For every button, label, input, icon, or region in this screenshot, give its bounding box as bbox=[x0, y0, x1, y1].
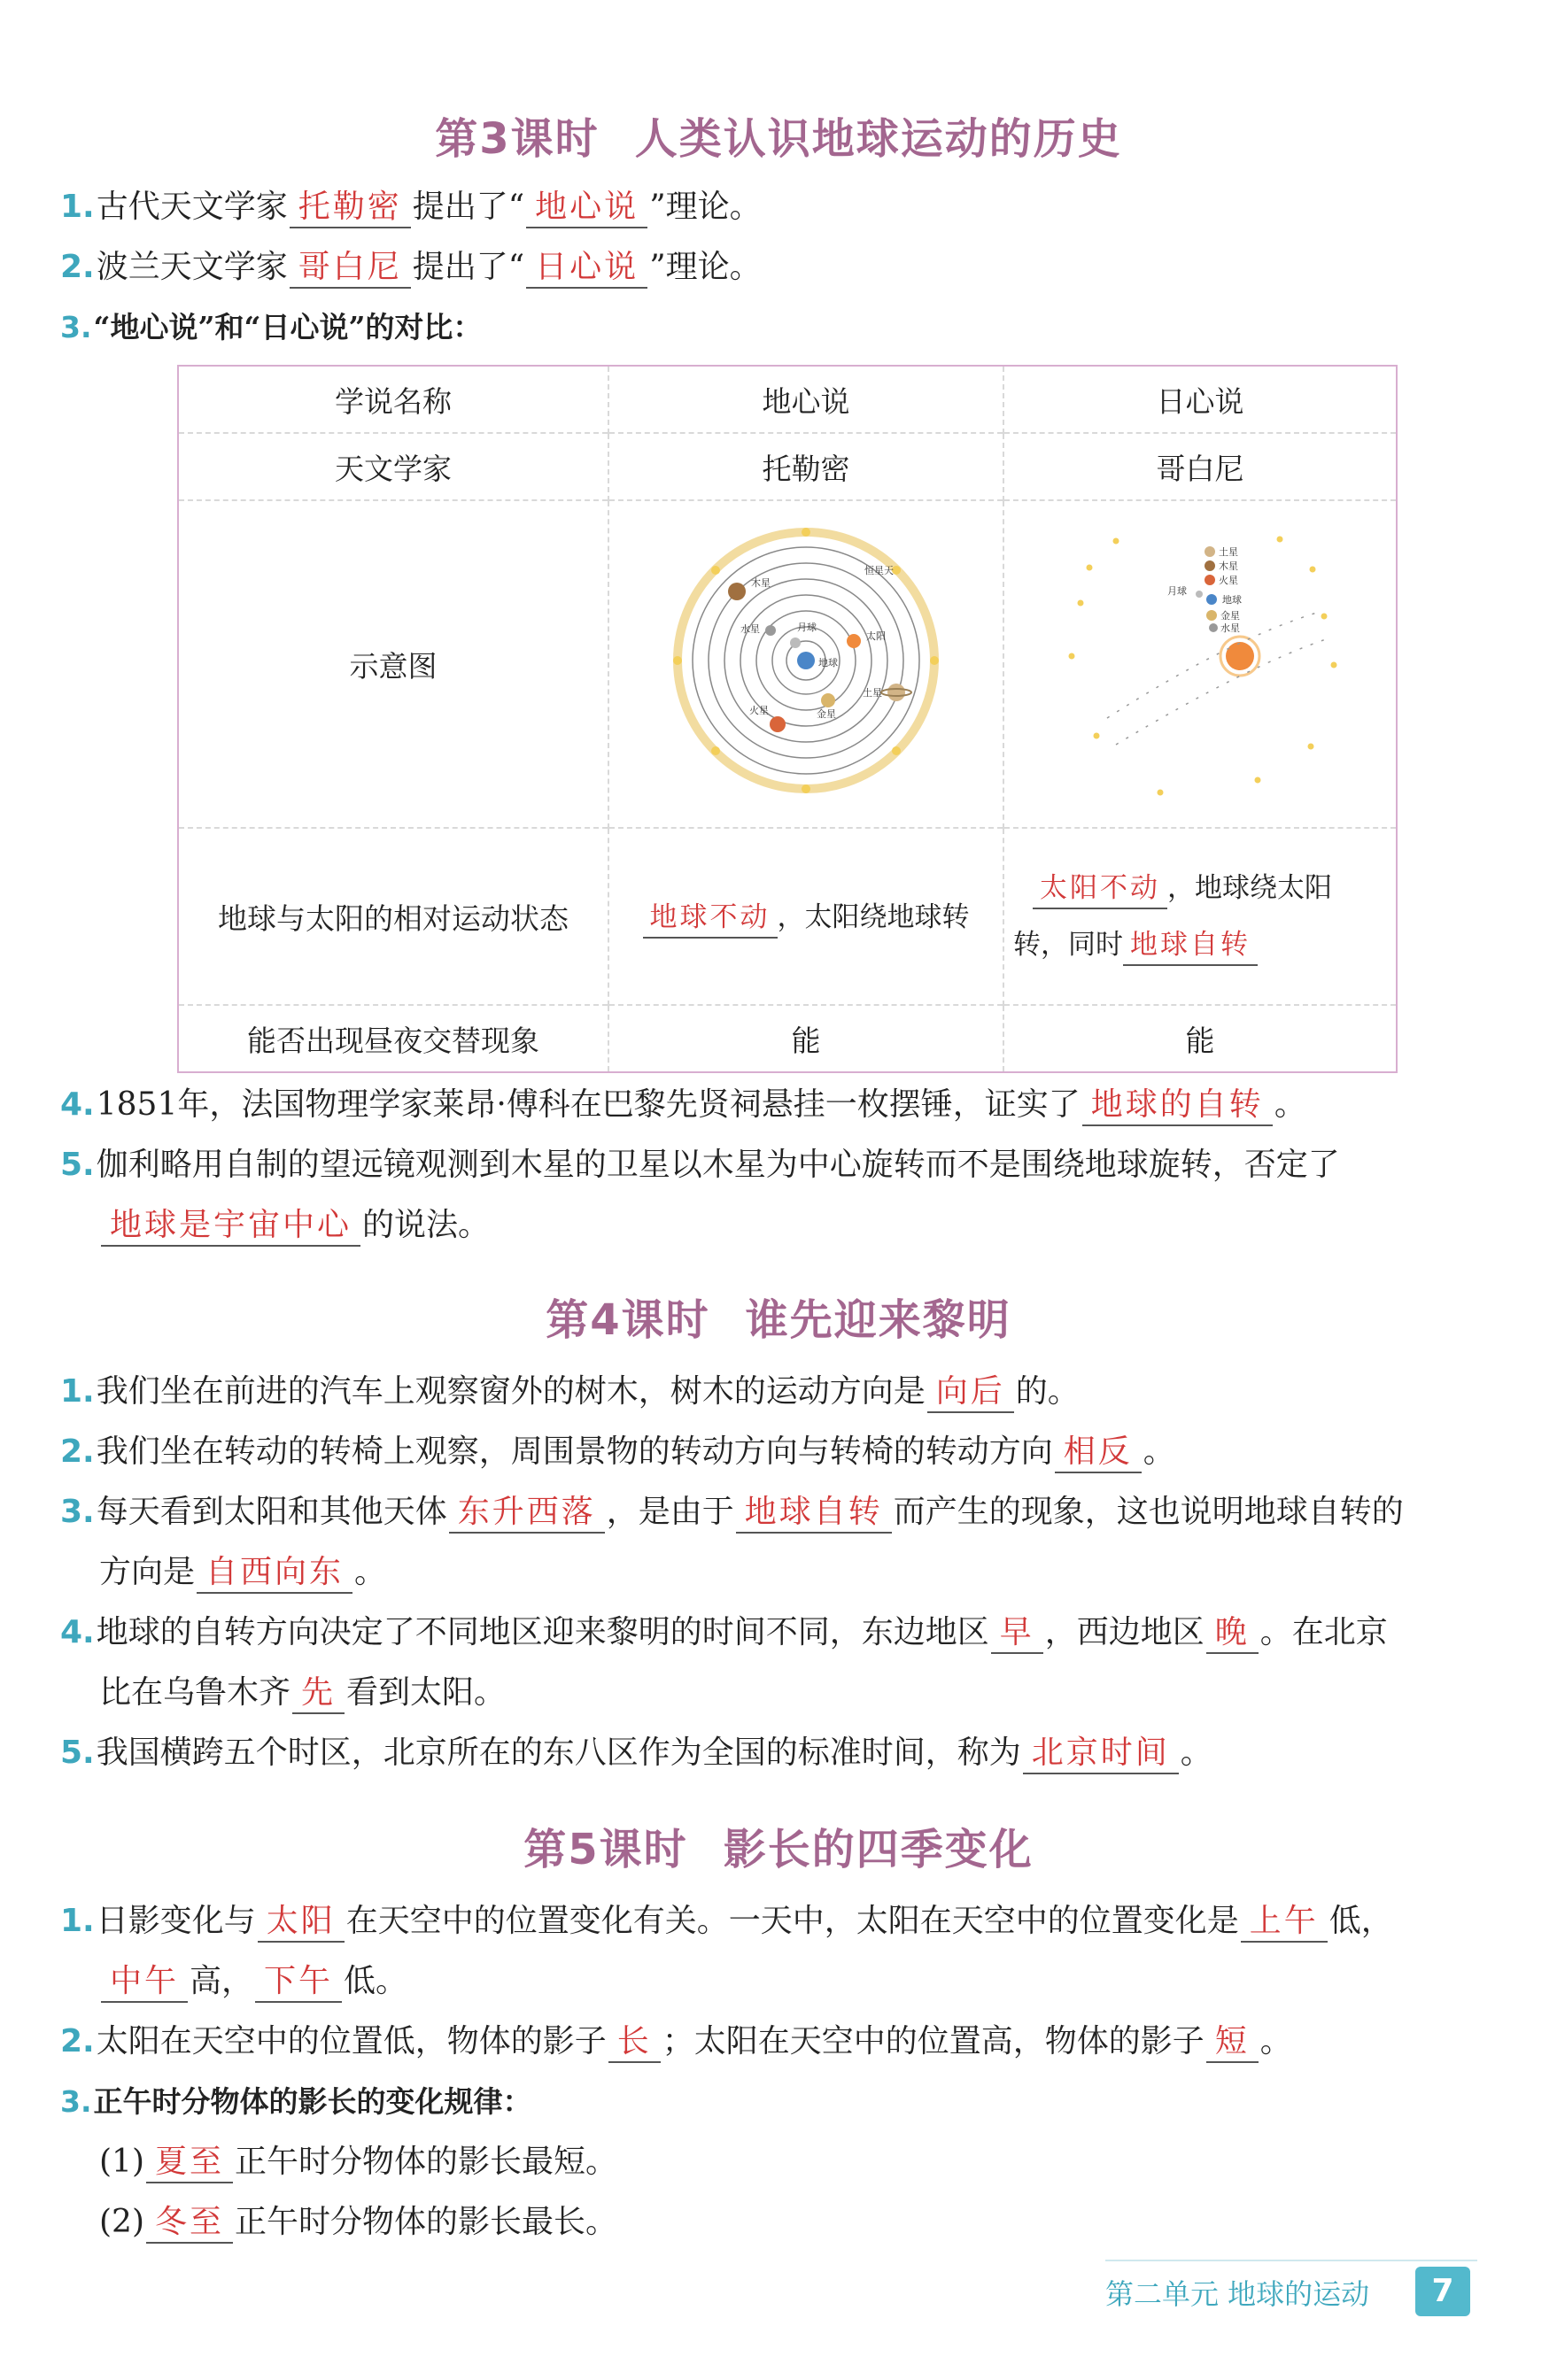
lesson4-q3-cont bbox=[99, 1549, 1534, 1596]
sun-icon bbox=[1226, 642, 1254, 670]
label-jupiter: 木星 bbox=[751, 577, 771, 589]
question-text: ”理论。 bbox=[649, 189, 762, 225]
answer-blank: 地球自转 bbox=[1123, 925, 1258, 966]
lesson5-title-text: 影长的四季变化 bbox=[723, 1825, 1034, 1874]
lesson3-title-text: 人类认识地球运动的历史 bbox=[634, 114, 1122, 164]
question-text: 伽利略用自制的望远镜观测到木星的卫星以木星为中心旋转而不是围绕地球旋转，否定了 bbox=[96, 1147, 1340, 1183]
question-number: 1. bbox=[60, 189, 95, 225]
table-cell: 示意图 bbox=[178, 500, 608, 828]
lesson5-s1 bbox=[99, 2139, 1534, 2185]
geocentric-diagram-cell bbox=[608, 500, 1003, 828]
table-cell: 哥白尼 bbox=[1003, 433, 1397, 500]
question-text: ”理论。 bbox=[649, 249, 762, 285]
table-header: 学说名称 bbox=[335, 383, 452, 419]
lesson3-title-number: 第3课时 bbox=[435, 114, 600, 164]
lesson5-q2 bbox=[60, 2019, 1495, 2065]
star-dot bbox=[711, 566, 720, 575]
answer-blank: 相反 bbox=[1055, 1433, 1142, 1473]
question-text: 而产生的现象，这也说明地球自转的 bbox=[893, 1494, 1404, 1530]
question-text: 低。 bbox=[344, 1963, 408, 1999]
question-text: 比在乌鲁木齐 bbox=[99, 1674, 291, 1711]
venus-icon bbox=[821, 693, 835, 707]
question-text: 我们坐在前进的汽车上观察窗外的树木，树木的运动方向是 bbox=[96, 1373, 926, 1410]
lesson4-title-number: 第4课时 bbox=[546, 1295, 710, 1345]
question-text: 。 bbox=[354, 1554, 387, 1590]
earth-icon bbox=[1206, 594, 1217, 605]
question-number: 5. bbox=[60, 1735, 95, 1771]
answer-blank: 晚 bbox=[1206, 1613, 1259, 1654]
table-cell: 能 bbox=[608, 1005, 1003, 1072]
answer-blank: 短 bbox=[1206, 2022, 1259, 2063]
lesson5-title bbox=[0, 1815, 1557, 1876]
table-row bbox=[178, 1005, 1397, 1072]
jupiter-icon bbox=[1205, 560, 1215, 571]
lesson3-title bbox=[0, 104, 1557, 166]
mercury-icon bbox=[765, 625, 776, 636]
footer-unit-title: 第二单元 地球的运动 bbox=[1105, 2277, 1370, 2311]
question-text: ，是由于 bbox=[606, 1494, 734, 1530]
lesson3-q3 bbox=[60, 305, 1495, 351]
mars-icon bbox=[1205, 575, 1215, 585]
label-venus: 金星 bbox=[1220, 610, 1240, 622]
label-mars: 火星 bbox=[1219, 575, 1238, 586]
answer-blank: 地球不动 bbox=[643, 898, 778, 939]
lesson4-q4-cont bbox=[99, 1670, 1534, 1716]
answer-blank: 北京时间 bbox=[1023, 1734, 1179, 1774]
lesson3-q5-cont bbox=[99, 1202, 1534, 1248]
question-number: 2. bbox=[60, 249, 95, 285]
sub-number: (1) bbox=[99, 2144, 144, 2180]
lesson3-q4 bbox=[60, 1082, 1495, 1128]
question-text: ，西边地区 bbox=[1044, 1614, 1205, 1650]
question-text: 古代天文学家 bbox=[96, 189, 288, 225]
label-earth: 地球 bbox=[818, 657, 838, 668]
cell-text: 转，同时 bbox=[1013, 929, 1123, 961]
moon-icon bbox=[790, 638, 801, 648]
question-text: 正午时分物体的影长最短。 bbox=[235, 2144, 618, 2180]
question-text: 。 bbox=[1143, 1433, 1175, 1470]
question-text: 我们坐在转动的转椅上观察，周围景物的转动方向与转椅的转动方向 bbox=[96, 1433, 1053, 1470]
answer-blank: 上午 bbox=[1241, 1902, 1328, 1943]
question-text: 看到太阳。 bbox=[346, 1674, 507, 1711]
question-text: 的。 bbox=[1015, 1373, 1080, 1410]
lesson3-q1 bbox=[60, 184, 1495, 230]
label-mars: 火星 bbox=[749, 705, 769, 716]
table-row bbox=[178, 366, 1397, 433]
lesson5-q1 bbox=[60, 1898, 1495, 1944]
lesson4-q2 bbox=[60, 1429, 1495, 1475]
answer-blank: 下午 bbox=[255, 1962, 342, 2003]
lesson4-q3 bbox=[60, 1489, 1495, 1535]
answer-blank: 自西向东 bbox=[197, 1553, 352, 1594]
question-number: 2. bbox=[60, 2023, 95, 2059]
lesson5-s2 bbox=[99, 2199, 1534, 2245]
label-moon: 月球 bbox=[1167, 585, 1187, 597]
question-text: 1851年，法国物理学家莱昂·傅科在巴黎先贤祠悬挂一枚摆锤，证实了 bbox=[96, 1086, 1081, 1123]
table-cell: 地球与太阳的相对运动状态 bbox=[178, 828, 608, 1005]
star-dot bbox=[802, 784, 810, 793]
saturn-icon bbox=[1205, 546, 1215, 557]
question-text: 波兰天文学家 bbox=[96, 249, 288, 285]
answer-blank: 向后 bbox=[927, 1372, 1014, 1413]
lesson5-q3 bbox=[60, 2079, 1495, 2125]
table-row bbox=[178, 433, 1397, 500]
star-dot bbox=[711, 746, 720, 755]
mercury-icon bbox=[1209, 623, 1218, 632]
question-text: 正午时分物体的影长最长。 bbox=[235, 2204, 618, 2240]
question-number: 4. bbox=[60, 1086, 95, 1123]
star-dots bbox=[1069, 537, 1337, 796]
answer-blank: 先 bbox=[292, 1673, 345, 1714]
lesson4-q4 bbox=[60, 1610, 1495, 1656]
answer-blank: 托勒密 bbox=[290, 188, 411, 228]
question-text: 。在北京 bbox=[1259, 1614, 1388, 1650]
question-number: 3. bbox=[60, 2084, 92, 2119]
heliocentric-diagram bbox=[1054, 514, 1346, 807]
question-text: 太阳在天空中的位置低，物体的影子 bbox=[96, 2023, 607, 2059]
geocentric-diagram bbox=[664, 519, 948, 802]
question-text: 高， bbox=[190, 1963, 254, 1999]
answer-blank: 中午 bbox=[101, 1962, 188, 2003]
question-text: 我国横跨五个时区，北京所在的东八区作为全国的标准时间，称为 bbox=[96, 1735, 1021, 1771]
label-saturn: 土星 bbox=[863, 687, 882, 699]
sub-number: (2) bbox=[99, 2204, 144, 2240]
cell-text: ，太阳绕地球转 bbox=[777, 901, 970, 933]
label-saturn: 土星 bbox=[1219, 546, 1238, 558]
question-text: 提出了“ bbox=[412, 189, 525, 225]
orbit-arc bbox=[1116, 638, 1328, 745]
question-number: 5. bbox=[60, 1147, 95, 1183]
answer-blank: 地球是宇宙中心 bbox=[101, 1206, 360, 1247]
earth-icon bbox=[797, 652, 815, 669]
answer-blank: 东升西落 bbox=[449, 1493, 605, 1534]
question-number: 3. bbox=[60, 1494, 95, 1530]
table-cell bbox=[608, 828, 1003, 1005]
label-venus: 金星 bbox=[817, 708, 836, 720]
lesson3-q5 bbox=[60, 1142, 1495, 1188]
lesson4-title bbox=[0, 1286, 1557, 1347]
footer-rule bbox=[1105, 2260, 1477, 2261]
table-row bbox=[178, 828, 1397, 1005]
answer-blank: 地球的自转 bbox=[1082, 1086, 1273, 1126]
question-text: 方向是 bbox=[99, 1554, 196, 1590]
table-header: 日心说 bbox=[1003, 366, 1397, 433]
question-text: 。 bbox=[1274, 1086, 1306, 1123]
lesson4-q5 bbox=[60, 1730, 1495, 1776]
table-cell: 能否出现昼夜交替现象 bbox=[178, 1005, 608, 1072]
label-sun: 太阳 bbox=[866, 630, 886, 642]
lesson5-q1-cont bbox=[99, 1959, 1534, 2005]
question-number: 2. bbox=[60, 1433, 95, 1470]
label-star-sphere: 恒星天 bbox=[864, 565, 894, 576]
label-moon: 月球 bbox=[797, 622, 817, 633]
question-text: 。 bbox=[1259, 2023, 1292, 2059]
table-cell: 天文学家 bbox=[178, 433, 608, 500]
heliocentric-diagram-cell bbox=[1003, 500, 1397, 828]
answer-blank: 长 bbox=[608, 2022, 661, 2063]
question-number: 1. bbox=[60, 1903, 95, 1939]
sun-icon bbox=[847, 634, 861, 648]
question-text: 地球的自转方向决定了不同地区迎来黎明的时间不同，东边地区 bbox=[96, 1614, 989, 1650]
venus-icon bbox=[1206, 610, 1217, 621]
cell-text: ，地球绕太阳 bbox=[1167, 872, 1332, 904]
star-dot bbox=[892, 746, 901, 755]
answer-blank: 地球自转 bbox=[736, 1493, 892, 1534]
label-earth: 地球 bbox=[1222, 594, 1242, 606]
question-text: 正午时分物体的影长的变化规律： bbox=[93, 2084, 532, 2119]
question-text: 低， bbox=[1328, 1903, 1393, 1939]
label-mercury: 水星 bbox=[1220, 622, 1240, 634]
star-dot bbox=[673, 656, 682, 665]
answer-blank: 冬至 bbox=[146, 2203, 233, 2244]
label-jupiter: 木星 bbox=[1219, 560, 1238, 572]
answer-blank: 哥白尼 bbox=[290, 248, 411, 289]
question-text: 在天空中的位置变化有关。一天中，太阳在天空中的位置变化是 bbox=[345, 1903, 1239, 1939]
table-cell: 托勒密 bbox=[608, 433, 1003, 500]
lesson4-q1 bbox=[60, 1369, 1495, 1415]
answer-blank: 地心说 bbox=[526, 188, 647, 228]
question-text: 提出了“ bbox=[412, 249, 525, 285]
table-header: 地心说 bbox=[608, 366, 1003, 433]
star-dot bbox=[930, 656, 939, 665]
jupiter-icon bbox=[728, 583, 746, 600]
question-number: 4. bbox=[60, 1614, 95, 1650]
question-text: 的说法。 bbox=[362, 1207, 491, 1243]
answer-blank: 太阳 bbox=[258, 1902, 345, 1943]
lesson4-title-text: 谁先迎来黎明 bbox=[745, 1295, 1011, 1345]
page-number: 7 bbox=[1415, 2267, 1470, 2316]
table-cell bbox=[1003, 828, 1397, 1005]
question-number: 1. bbox=[60, 1373, 95, 1410]
answer-blank: 早 bbox=[991, 1613, 1043, 1654]
table-cell: 能 bbox=[1003, 1005, 1397, 1072]
question-text: 日影变化与 bbox=[96, 1903, 256, 1939]
saturn-icon bbox=[887, 684, 905, 701]
table-row bbox=[178, 500, 1397, 828]
answer-blank: 太阳不动 bbox=[1033, 869, 1167, 909]
moon-icon bbox=[1196, 591, 1203, 598]
star-dot bbox=[802, 528, 810, 537]
answer-blank: 夏至 bbox=[146, 2143, 233, 2183]
question-text: 。 bbox=[1180, 1735, 1212, 1771]
question-number: 3. bbox=[60, 310, 92, 344]
answer-blank: 日心说 bbox=[526, 248, 647, 289]
lesson5-title-number: 第5课时 bbox=[523, 1825, 688, 1874]
lesson3-q2 bbox=[60, 244, 1495, 290]
label-mercury: 水星 bbox=[740, 623, 760, 635]
mars-icon bbox=[770, 716, 786, 732]
question-text: 每天看到太阳和其他天体 bbox=[96, 1494, 447, 1530]
question-text: “地心说”和“日心说”的对比： bbox=[93, 310, 483, 344]
question-text: ；太阳在天空中的位置高，物体的影子 bbox=[662, 2023, 1205, 2059]
comparison-table bbox=[177, 365, 1398, 1073]
